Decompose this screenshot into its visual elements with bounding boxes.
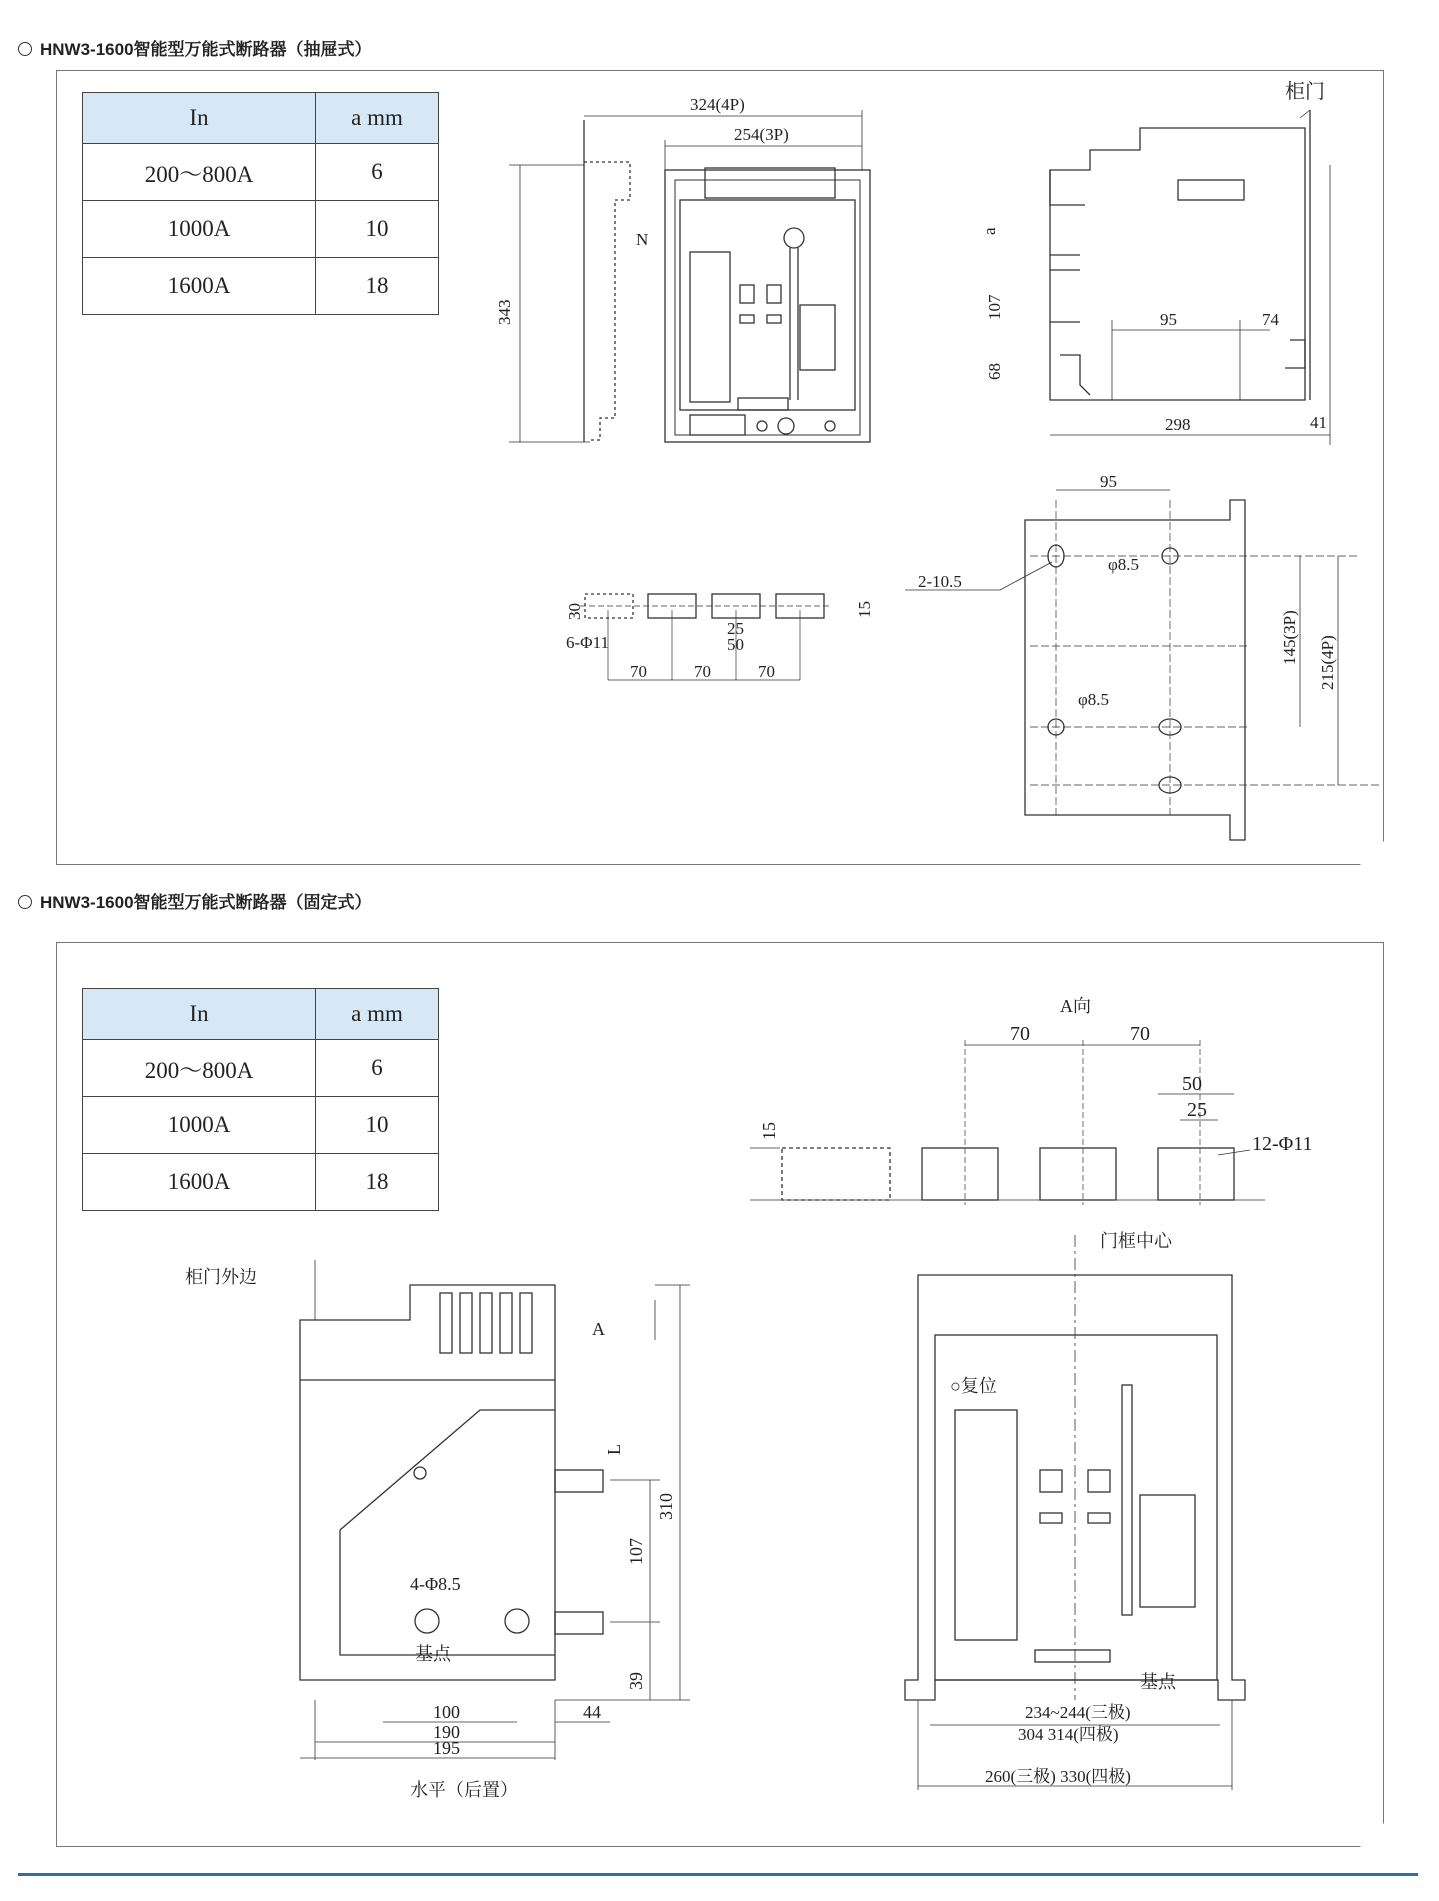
dim-label: 2-10.5 <box>918 572 962 591</box>
dim-label: 柜门 <box>1285 81 1325 103</box>
dim-label: 145(3P) <box>1280 610 1299 665</box>
table-cell: 10 <box>316 1097 439 1154</box>
dim-label: 95 <box>1100 472 1117 491</box>
dim-label: 基点 <box>415 1644 451 1664</box>
dim-label: 12-Φ11 <box>1252 1133 1313 1155</box>
table-cell: 200～800A <box>83 144 316 201</box>
dim-label: 44 <box>583 1702 601 1722</box>
section-title-drawout: HNW3-1600智能型万能式断路器（抽屉式） <box>18 35 372 60</box>
dim-label: 343 <box>495 299 514 325</box>
drawout-dimension-labels <box>495 80 1337 709</box>
dim-label: 95 <box>1160 310 1177 329</box>
dim-label: 234~244(三极) <box>1025 1703 1131 1722</box>
table-header: a mm <box>316 93 439 144</box>
dim-label: 70 <box>630 662 647 681</box>
dim-label: 70 <box>694 662 711 681</box>
dim-label: 195 <box>433 1738 460 1758</box>
drawout-mounting-plate <box>905 490 1380 840</box>
dim-label: L <box>604 1444 624 1455</box>
dim-label: 190 <box>433 1722 460 1742</box>
table-header: In <box>83 93 316 144</box>
dim-label: 25 <box>727 619 744 638</box>
dim-label: 304 314(四极) <box>1018 1725 1119 1744</box>
dim-label: 39 <box>626 1672 646 1690</box>
table-cell: 1600A <box>83 258 316 315</box>
dim-label: 70 <box>1010 1023 1030 1045</box>
dim-label: 68 <box>985 363 1004 380</box>
dim-label: 324(4P) <box>690 95 745 114</box>
table-cell: 1000A <box>83 1097 316 1154</box>
dim-label: 107 <box>985 294 1004 320</box>
dim-label: 100 <box>433 1702 460 1722</box>
dim-label: 水平（后置） <box>410 1780 518 1800</box>
dim-label: 柜门外边 <box>185 1267 257 1287</box>
dim-label: 260(三极) 330(四极) <box>985 1767 1131 1786</box>
table-cell: 6 <box>316 144 439 201</box>
section-title-fixed: HNW3-1600智能型万能式断路器（固定式） <box>18 888 372 913</box>
table-cell: 1600A <box>83 1154 316 1211</box>
dim-label: 310 <box>656 1493 676 1520</box>
drawout-front-view <box>509 110 870 442</box>
dim-label: 70 <box>758 662 775 681</box>
table-cell: 10 <box>316 201 439 258</box>
drawout-side-view <box>1050 110 1330 445</box>
dim-label: 基点 <box>1140 1672 1176 1692</box>
table-cell: 200～800A <box>83 1040 316 1097</box>
dim-label: 107 <box>626 1538 646 1565</box>
dim-label: ○复位 <box>950 1376 997 1396</box>
dim-label: 50 <box>1182 1073 1202 1095</box>
dim-label: 15 <box>759 1122 779 1140</box>
dim-label: 30 <box>565 603 584 620</box>
table-cell: 18 <box>316 1154 439 1211</box>
table-cell: 6 <box>316 1040 439 1097</box>
fixed-adir-view <box>750 1040 1265 1205</box>
dim-label: 15 <box>855 601 874 618</box>
dim-label: 254(3P) <box>734 125 789 144</box>
dim-label: 门框中心 <box>1100 1231 1172 1251</box>
dim-label: φ8.5 <box>1108 555 1140 574</box>
dim-label: φ8.5 <box>1078 690 1110 709</box>
dim-label: 70 <box>1130 1023 1150 1045</box>
dim-label: A向 <box>1060 996 1091 1016</box>
dim-label: a <box>980 227 999 235</box>
table-cell: 1000A <box>83 201 316 258</box>
dim-label: 4-Φ8.5 <box>410 1574 461 1594</box>
table-header: In <box>83 989 316 1040</box>
dim-label: 41 <box>1310 413 1327 432</box>
dim-label: 50 <box>727 635 744 654</box>
dim-label: 298 <box>1165 415 1191 434</box>
dim-label: A <box>592 1319 605 1339</box>
dim-label: 25 <box>1187 1099 1207 1121</box>
dim-label: N <box>636 230 649 249</box>
table-cell: 18 <box>316 258 439 315</box>
dim-label: 6-Φ11 <box>566 633 609 652</box>
dim-label: 215(4P) <box>1318 635 1337 690</box>
table-header: a mm <box>316 989 439 1040</box>
bottom-rule <box>18 1873 1418 1876</box>
dim-label: 74 <box>1262 310 1279 329</box>
